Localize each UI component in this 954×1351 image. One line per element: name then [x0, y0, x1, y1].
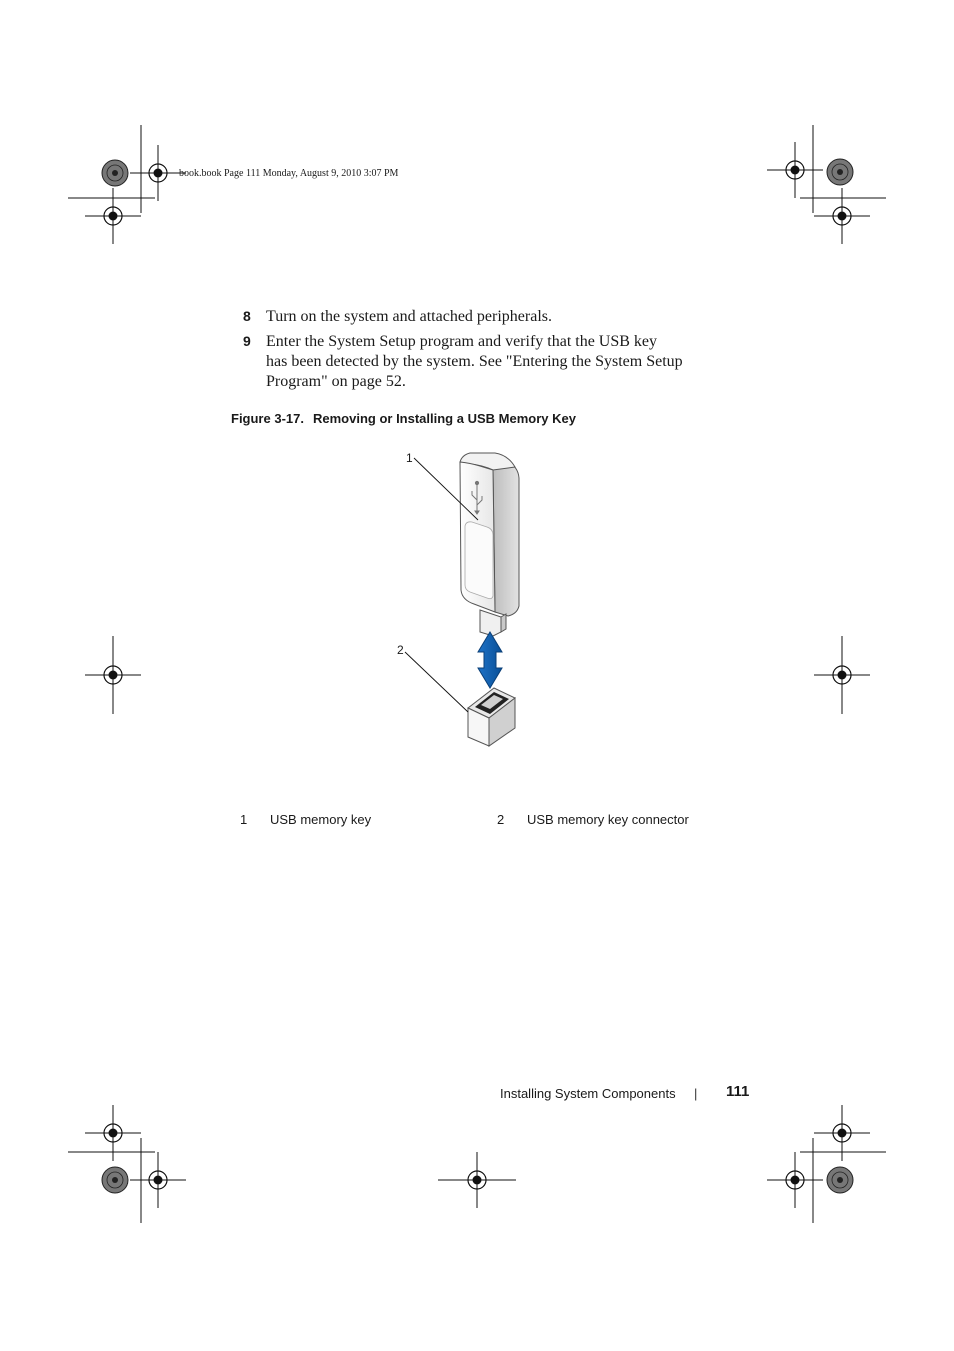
page-number: 111 [726, 1083, 750, 1100]
step-text-line: Turn on the system and attached peripherals. [266, 308, 553, 325]
callout-number: 2 [397, 643, 404, 657]
step-text-line: Enter the System Setup program and verify that the USB key [266, 333, 658, 350]
footer-separator: | [694, 1086, 698, 1101]
usb-memory-key [460, 453, 519, 636]
legend-number: 2 [497, 812, 505, 827]
footer-section-title: Installing System Components [500, 1086, 676, 1101]
step-number: 8 [243, 308, 251, 324]
figure-title: Removing or Installing a USB Memory Key [313, 411, 576, 426]
print-header: book.book Page 111 Monday, August 9, 2010 3:07 PM [179, 168, 399, 179]
step-number: 9 [243, 333, 251, 349]
figure-label: Figure 3-17. [231, 411, 304, 426]
callout-number: 1 [406, 451, 413, 465]
step-text-line: has been detected by the system. See "Entering the System Setup [266, 353, 683, 370]
step-text-line: Program" on page 52. [266, 373, 406, 390]
legend-label: USB memory key connector [527, 812, 689, 827]
legend-label: USB memory key [270, 812, 372, 827]
insert-remove-arrow-icon [478, 632, 502, 688]
legend-number: 1 [240, 812, 248, 827]
usb-memory-key-connector [468, 688, 515, 746]
